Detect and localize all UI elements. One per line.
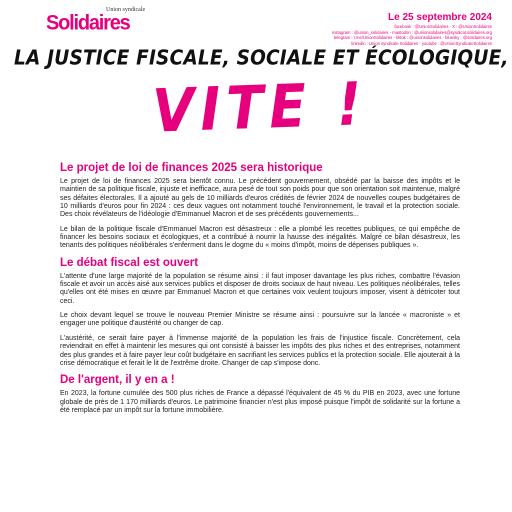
paragraph: L'austérité, ce serait faire payer à l'immense majorité de la population les frais de l'injustice fiscale. Concrètement, cela reviendrait en effet à maintenir les mesures qui ont consisté à baisser les impôts des plus riches et des entreprises, notamment des plus grandes et à faire payer leur coût budgétaire en sacrifiant les services publics et la protection sociale. Elle ajouterait à la crise démocratique et ferait le lit de l'extrême droite. Changer de cap s'impose donc. — [60, 334, 460, 367]
section-title-2: Le débat fiscal est ouvert — [60, 256, 199, 269]
paragraph: Le choix devant lequel se trouve le nouveau Premier Ministre se résume ainsi : poursuivre sur la lancée « macroniste » et engager une politique d'austérité ou changer de cap. — [60, 312, 460, 328]
paragraph: En 2023, la fortune cumulée des 500 plus riches de France a dépassé l'équivalent de 45 % du PIB en 2023, avec une fortune globale de près de 1 170 milliards d'euros. Le patrimoine financier n'est plus imposé puisque l'impôt de solidarité sur la fortune a été remplacé par un impôt sur la fortune immobilière. — [60, 390, 460, 414]
main-headline: LA JUSTICE FISCALE, SOCIALE ET ÉCOLOGIQUE, — [14, 46, 509, 71]
section-title-3: De l'argent, il y en a ! — [60, 374, 175, 387]
social-line-4: linkedin : Union syndicale Solidaires - youtube : @UnionSyndicaleSolidaires — [351, 40, 492, 46]
header-info — [242, 12, 492, 46]
paragraph: Le projet de loi de finances 2025 sera bientôt connu. Le précédent gouvernement, obsédé par la baisse des impôts et le maintien de sa politique fiscale, injuste et inefficace, aura pesé de tout son poids pour que son orientation soit maintenue, malgré ses défaites électorales. Il a ajouté au gels de 10 milliards d'euros crédités de février 2024 de nouvelles coupes budgétaires de 10 milliards d'euros pour fin 2024 : ces deux vagues ont notamment touché l'environnement, le travail et la protection sociale. Des choix révélateurs de l'idéologie d'Emmanuel Macron et de ses précédents gouvernements... — [60, 178, 460, 219]
paragraph: Le bilan de la politique fiscale d'Emmanuel Macron est désastreux : elle a plombé les recettes publiques, ce qui empêche de financer les besoins sociaux et écologiques, et a contribué à nourrir la hausse des inégalités. Malgré ce bilan désastreux, les tenants des politiques néolibérales s'enferment dans le dogme du « moins d'impôt, moins de dépenses publiques ». — [60, 225, 460, 250]
social-line-3: telegram : t.me/UnionSolidaires - tiktok : @unionsolidaires - bluesky : @solidaires.org — [333, 35, 492, 41]
social-line-2: instagram : @union_solidaires - mastodon : @unionsolidaires@syndicat.solidaires.org — [332, 29, 492, 35]
publication-date: Le 25 septembre 2024 — [388, 12, 492, 23]
article-body — [60, 162, 460, 421]
logo-tagline: Union syndicale — [106, 7, 146, 13]
paragraph: L'attente d'une large majorité de la population se résume ainsi : il faut imposer davantage les plus riches, combattre l'évasion fiscale et avoir un accès aisé aux services publics et disposer de droits sociaux de haut niveau. Les politiques néolibérales, telles qu'elles ont été mises en œuvre par Emmanuel Macron et que certaines voix veulent toujours imposer, visent à détricoter tout ceci. — [60, 272, 460, 305]
social-line-1: facebook : @UnionSolidaires - X : @UnionSolidaires — [394, 24, 492, 29]
solidaires-logo — [46, 8, 156, 38]
vite-slogan: VITE ! — [151, 69, 369, 146]
logo-wordmark: Solidaires — [46, 11, 130, 35]
section-title-1: Le projet de loi de finances 2025 sera historique — [60, 162, 323, 174]
